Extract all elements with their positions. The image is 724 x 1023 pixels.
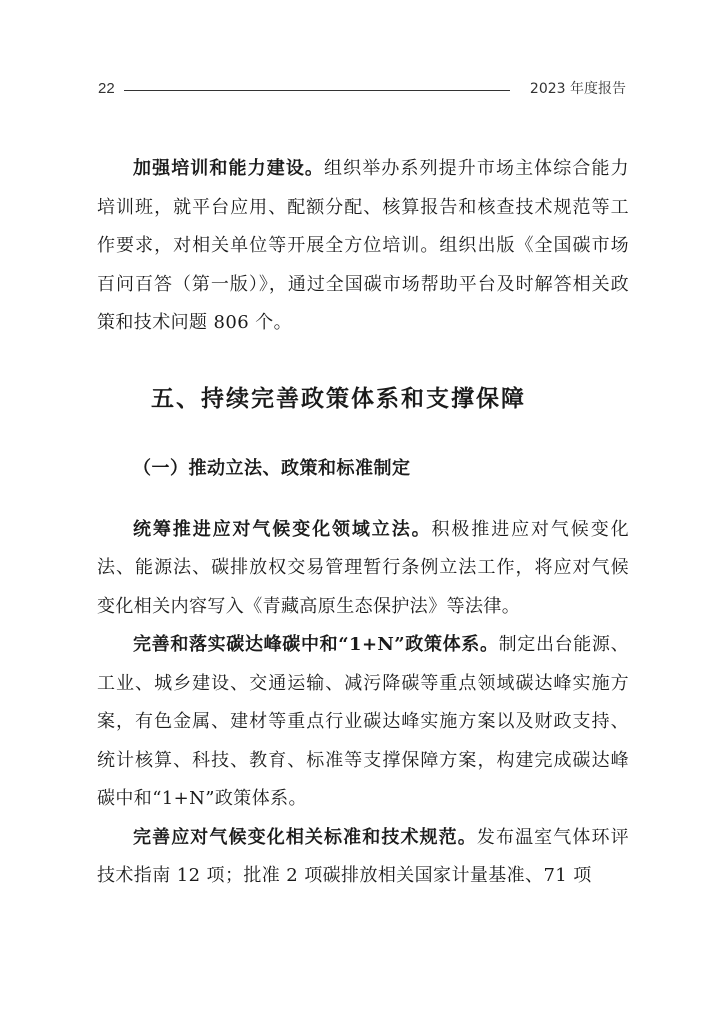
paragraph-lead: 统筹推进应对气候变化领域立法。 [133,518,432,540]
paragraph-lead: 加强培训和能力建设。 [133,158,325,179]
paragraph-text: 制定出台能源、工业、城乡建设、交通运输、减污降碳等重点领域碳达峰实施方案，有色金属、建材等重点行业碳达峰实施方案以及财政支持、统计核算、科技、教育、标准等支撑保障方案，构建完成碳达峰碳中和“1+N”政策体系。 [97,634,629,809]
page-body [97,150,629,896]
paragraph-text: 发布温室气体环评技术指南 12 项；批准 2 项碳排放相关国家计量基准、71 项 [97,826,630,886]
paragraph-lead: 完善和落实碳达峰碳中和“1+N”政策体系。 [133,634,499,655]
section-title: 五、持续完善政策体系和支撑保障 [151,385,526,412]
paragraph-policy-system [97,626,629,819]
paragraph-text: 组织举办系列提升市场主体综合能力培训班，就平台应用、配额分配、核算报告和核查技术规范等工作要求，对相关单位等开展全方位培训。组织出版《全国碳市场百问百答（第一版）》，通过全国碳市场帮助平台及时解答相关政策和技术问题 806 个。 [97,158,630,333]
paragraph-capacity-building [97,150,629,343]
page-header [98,78,626,104]
paragraph-lead: 完善应对气候变化相关标准和技术规范。 [133,826,477,848]
header-rule [124,90,510,91]
paragraph-legislation [97,511,629,627]
subsection-title: （一）推动立法、政策和标准制定 [133,457,411,479]
paragraph-text: 积极推进应对气候变化法、能源法、碳排放权交易管理暂行条例立法工作，将应对气候变化相关内容写入《青藏高原生态保护法》等法律。 [97,518,629,617]
running-title: 2023 年度报告 [529,81,626,97]
page-number: 22 [98,80,115,97]
paragraph-standards [97,819,629,896]
